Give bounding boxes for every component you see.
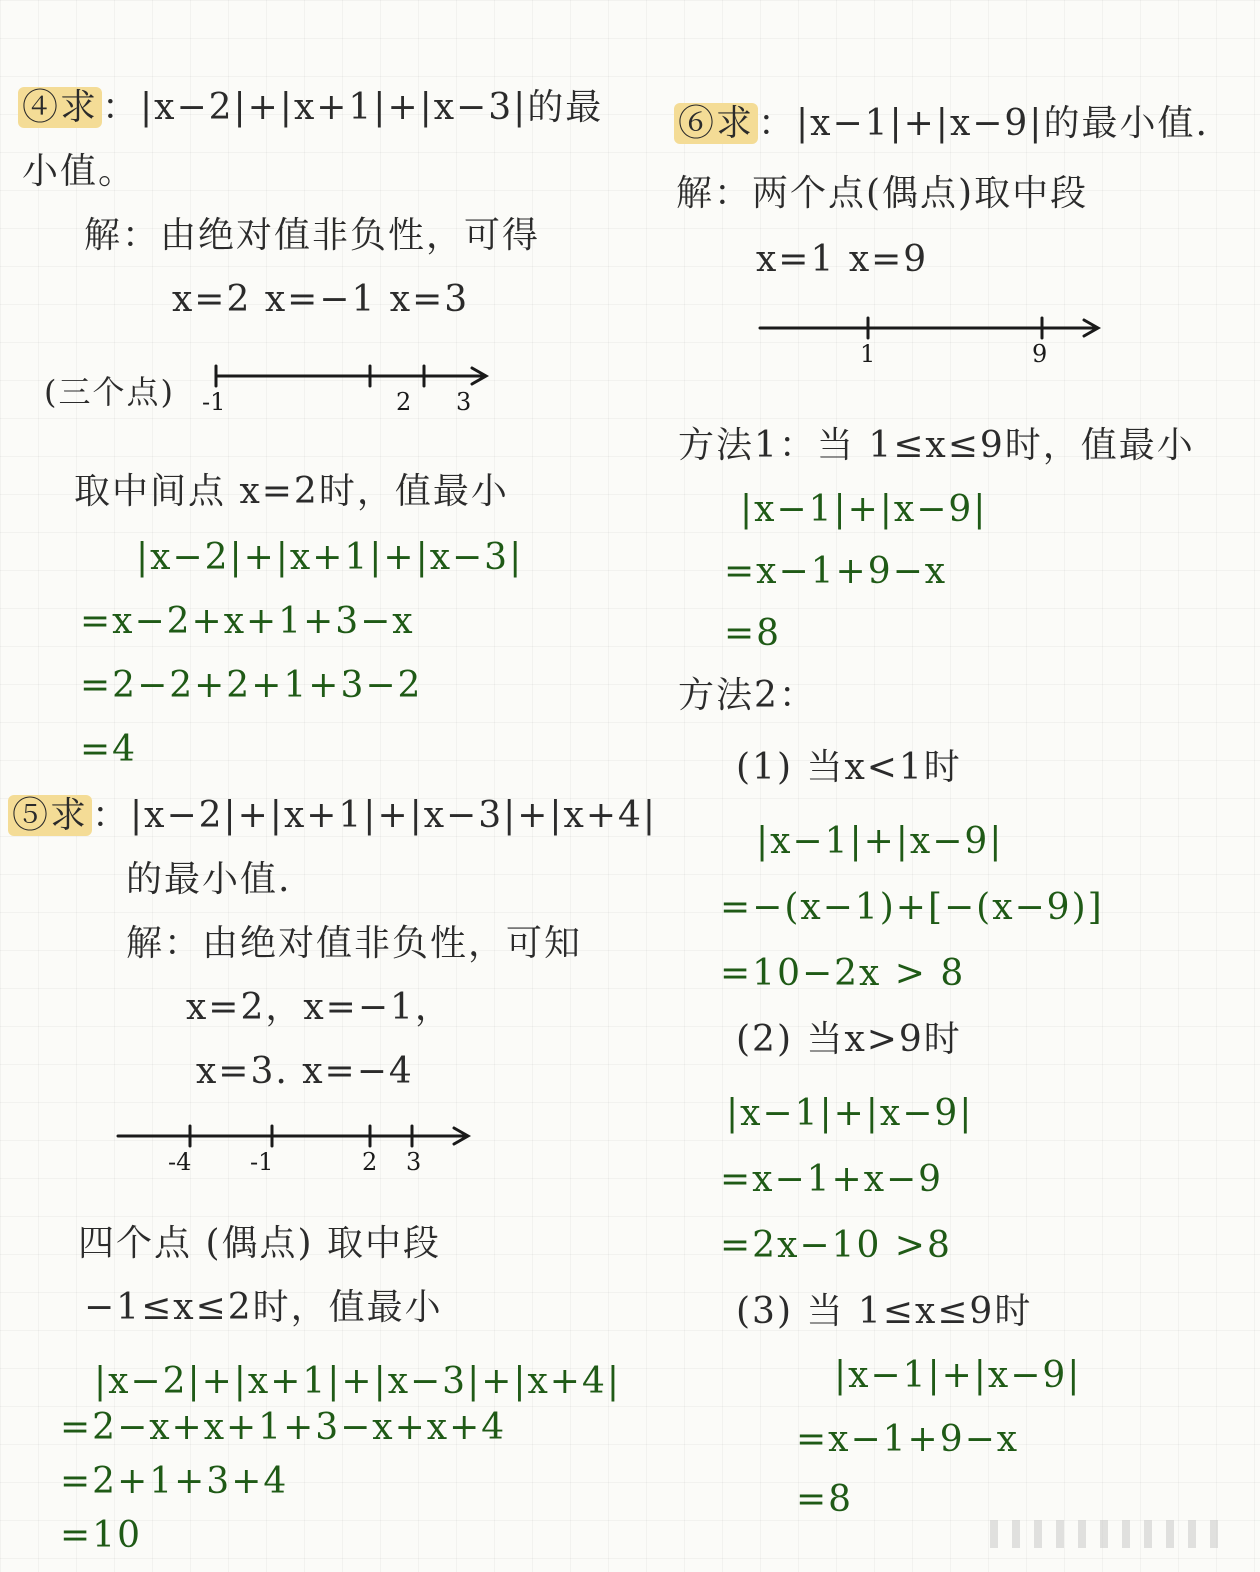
- case-2-calc-3: =2x−10 >8: [720, 1225, 952, 1266]
- case-1-calc-3: =10−2x > 8: [720, 953, 966, 994]
- tick-label-minus-1: -1: [202, 388, 226, 416]
- tick-label-1: 1: [860, 340, 876, 368]
- case-1-calc-2: =−(x−1)+[−(x−9)]: [720, 887, 1104, 928]
- problem-4-text-b: 小值。: [22, 151, 137, 192]
- case-3-result: =8: [796, 1479, 854, 1520]
- case-2-calc-2: =x−1+x−9: [720, 1159, 944, 1200]
- tick-label-minus-4: -4: [168, 1148, 192, 1176]
- problem-4-text-a: ：|x−2|+|x+1|+|x−3|的最: [102, 87, 604, 128]
- method-1-calc-2: =x−1+9−x: [724, 551, 948, 592]
- problem-6-text: ：|x−1|+|x−9|的最小值.: [758, 103, 1209, 144]
- method-1-calc-1: |x−1|+|x−9|: [740, 489, 988, 530]
- case-3-calc-1: |x−1|+|x−9|: [834, 1355, 1082, 1396]
- problem-5-statement: [8, 794, 657, 838]
- problem-4-calc-3: =2−2+2+1+3−2: [80, 665, 423, 706]
- problem-6-method-2: 方法2：: [678, 675, 817, 716]
- problem-4-number-line: [200, 360, 500, 420]
- case-1-condition: (1) 当x<1时: [736, 747, 962, 788]
- problem-5-text-b: 的最小值.: [126, 859, 292, 900]
- problem-4-three-points: (三个点): [44, 373, 175, 411]
- problem-5-calc-2: =2−x+x+1+3−x+x+4: [60, 1407, 507, 1448]
- problem-4-result: =4: [80, 729, 138, 770]
- problem-4-take-middle: 取中间点 x=2时，值最小: [74, 471, 509, 512]
- problem-5-four-points: 四个点 (偶点) 取中段: [78, 1223, 441, 1264]
- tick-label-9: 9: [1032, 340, 1048, 368]
- problem-4-calc-2: =x−2+x+1+3−x: [80, 601, 415, 642]
- case-1-calc-1: |x−1|+|x−9|: [756, 821, 1004, 862]
- problem-5-solution-intro: 解：由绝对值非负性，可知: [126, 923, 583, 964]
- problem-6-solution-intro: 解：两个点(偶点)取中段: [676, 173, 1089, 214]
- case-2-condition: (2) 当x>9时: [736, 1019, 962, 1060]
- problem-6-method-1: 方法1：当 1≤x≤9时，值最小: [678, 425, 1195, 466]
- problem-6-statement: [674, 102, 1209, 146]
- tick-label-2: 2: [362, 1148, 378, 1176]
- problem-5-calc-3: =2+1+3+4: [60, 1461, 289, 1502]
- problem-4-solution-intro: 解：由绝对值非负性，可得: [84, 215, 541, 256]
- tick-label-3: 3: [406, 1148, 422, 1176]
- problem-5-roots-1: x=2，x=−1，: [186, 987, 453, 1028]
- case-2-calc-1: |x−1|+|x−9|: [726, 1093, 974, 1134]
- problem-5-text-a: ：|x−2|+|x+1|+|x−3|+|x+4|: [92, 795, 658, 836]
- problem-5-condition: −1≤x≤2时，值最小: [84, 1287, 443, 1328]
- problem-4-label: ④求: [18, 87, 102, 128]
- problem-6-roots: x=1 x=9: [756, 239, 929, 280]
- case-3-calc-2: =x−1+9−x: [796, 1419, 1020, 1460]
- problem-5-label: ⑤求: [8, 795, 92, 836]
- case-3-condition: (3) 当 1≤x≤9时: [736, 1291, 1033, 1332]
- problem-5-roots-2: x=3. x=−4: [196, 1051, 414, 1092]
- tick-label-2: 2: [396, 388, 412, 416]
- problem-5-number-line: [112, 1120, 482, 1180]
- problem-5-result: =10: [60, 1515, 142, 1556]
- tick-label-3: 3: [456, 388, 472, 416]
- problem-5-calc-1: |x−2|+|x+1|+|x−3|+|x+4|: [94, 1361, 622, 1402]
- problem-4-statement: [18, 86, 603, 130]
- watermark-strip: [990, 1520, 1230, 1548]
- problem-4-roots: x=2 x=−1 x=3: [172, 279, 470, 320]
- tick-label-minus-1: -1: [250, 1148, 274, 1176]
- problem-4-calc-1: |x−2|+|x+1|+|x−3|: [136, 537, 524, 578]
- method-1-result: =8: [724, 613, 782, 654]
- problem-6-number-line: [752, 312, 1112, 372]
- problem-6-label: ⑥求: [674, 103, 758, 144]
